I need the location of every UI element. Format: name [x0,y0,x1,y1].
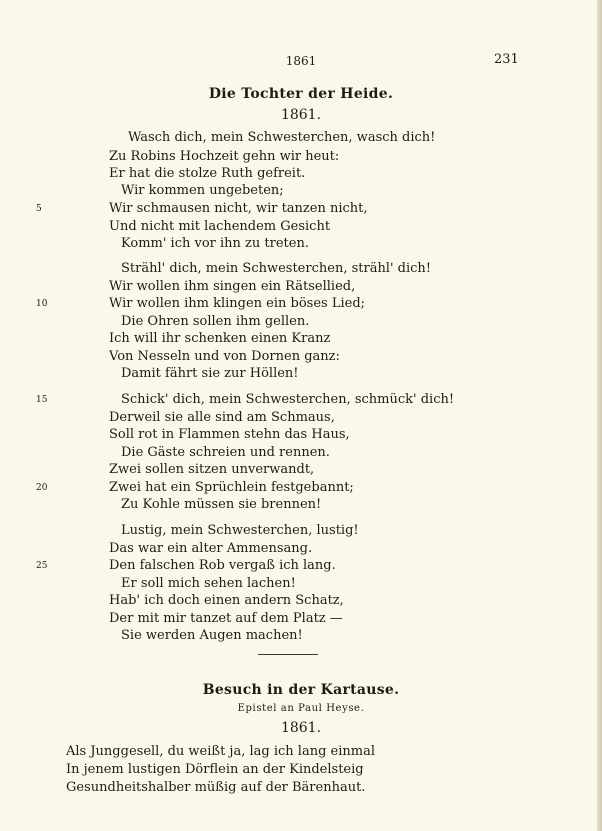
running-header-year: 1861 [285,54,317,68]
poem-line: Der mit mir tanzet auf dem Platz — [109,611,343,626]
poem-line: Gesundheitshalber müßig auf der Bärenhaut. [66,780,366,795]
poem-line: Damit fährt sie zur Höllen! [121,366,299,381]
poem-line: Die Gäste schreien und rennen. [121,445,330,460]
poem-title: Die Tochter der Heide. [208,86,394,102]
line-number: 25 [36,561,48,571]
poem-year: 1861. [280,107,322,123]
poem-line: Den falschen Rob vergaß ich lang. [109,558,336,573]
poem-line: Und nicht mit lachendem Gesicht [109,219,331,234]
poem-line: Ich will ihr schenken einen Kranz [109,331,331,346]
poem-line: Von Nesseln und von Dornen ganz: [109,349,340,364]
poem-line: Zwei sollen sitzen unverwandt, [109,462,315,477]
poem-line: Als Junggesell, du weißt ja, lag ich lang einmal [66,744,375,759]
poem-line: Derweil sie alle sind am Schmaus, [109,410,335,425]
poem-line: Wir kommen ungebeten; [121,183,284,198]
line-number: 20 [36,483,48,493]
poem-line: Lustig, mein Schwesterchen, lustig! [121,523,359,538]
poem-line: Sie werden Augen machen! [121,628,303,643]
poem-line: Schick' dich, mein Schwesterchen, schmück' dich! [121,392,455,407]
poem-line: Hab' ich doch einen andern Schatz, [109,593,344,608]
poem-line: Wasch dich, mein Schwesterchen, wasch dich! [128,130,436,145]
poem-line: Er soll mich sehen lachen! [121,576,296,591]
poem-line: Er hat die stolze Ruth gefreit. [109,166,306,181]
section-divider [258,654,318,655]
poem-line: Komm' ich vor ihn zu treten. [121,236,309,251]
line-number: 10 [36,299,48,309]
poem-line: Das war ein alter Ammensang. [109,541,313,556]
poem-line: Strähl' dich, mein Schwesterchen, strähl' dich! [121,261,432,276]
poem-line: Die Ohren sollen ihm gellen. [121,314,310,329]
line-number: 15 [36,395,48,405]
poem-line: Wir wollen ihm klingen ein böses Lied; [109,296,366,311]
poem-line: Zwei hat ein Sprüchlein festgebannt; [109,480,354,495]
poem-line: In jenem lustigen Dörflein an der Kindelsteig [66,762,364,777]
poem-title: Besuch in der Kartause. [202,682,400,698]
poem-line: Zu Robins Hochzeit gehn wir heut: [109,149,340,164]
poem-line: Soll rot in Flammen stehn das Haus, [109,427,350,442]
poem-line: Wir schmausen nicht, wir tanzen nicht, [109,201,368,216]
page-number: 231 [494,52,519,67]
poem-subtitle: Epistel an Paul Heyse. [237,703,365,714]
poem-line: Zu Kohle müssen sie brennen! [121,497,322,512]
poem-line: Wir wollen ihm singen ein Rätsellied, [109,279,356,294]
poem-year: 1861. [280,720,322,736]
line-number: 5 [36,204,42,214]
